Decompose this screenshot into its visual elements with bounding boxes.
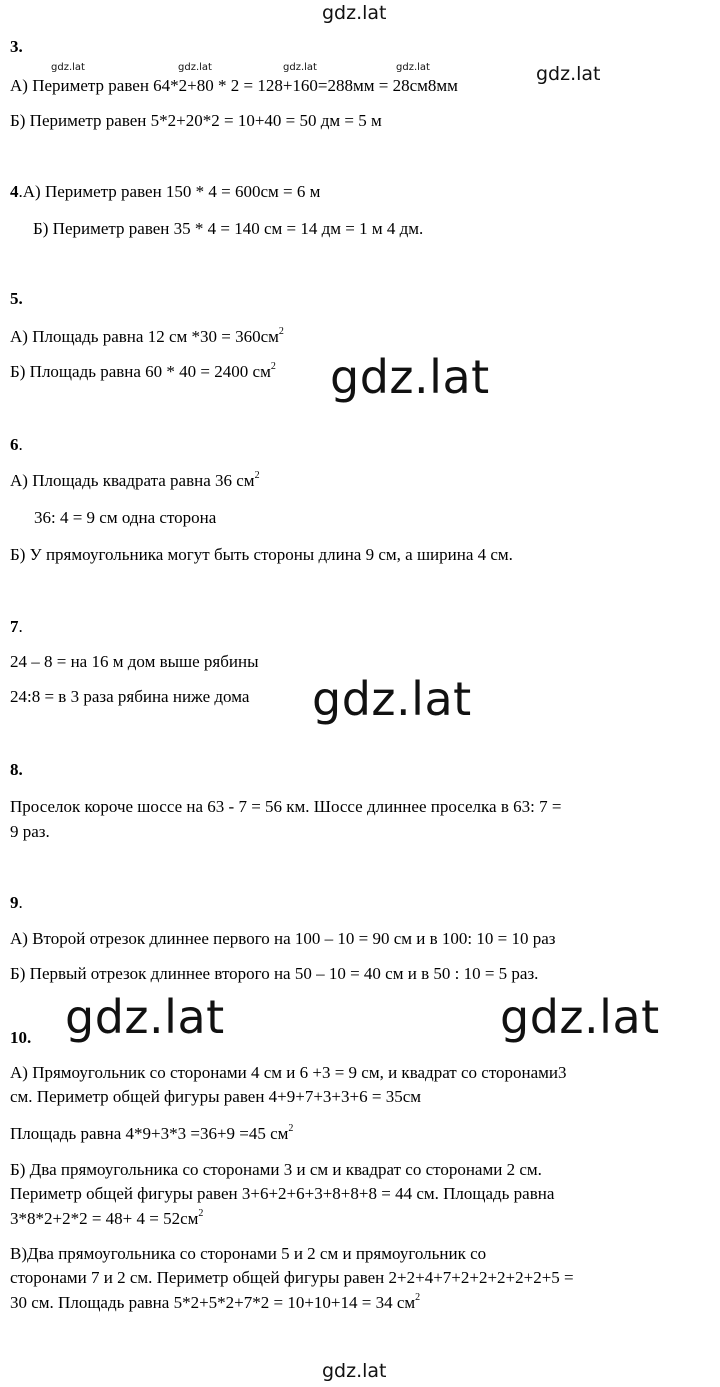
q6-side: 36: 4 = 9 см одна сторона [34, 508, 217, 527]
q9-answer-a: А) Второй отрезок длиннее первого на 100 – 10 = 90 см и в 100: 10 = 10 раз [10, 929, 556, 948]
q10-a-line-2: см. Периметр общей фигуры равен 4+9+7+3+3+6 = 35см [10, 1087, 421, 1106]
watermark-tiny-2: gdz.lat [178, 62, 212, 73]
q6-dot: . [18, 435, 23, 454]
watermark-tiny-4: gdz.lat [396, 62, 430, 73]
watermark-tiny-3: gdz.lat [283, 62, 317, 73]
q10-b-line-1: Б) Два прямоугольника со сторонами 3 и см и квадрат со сторонами 2 см. [10, 1160, 542, 1179]
q3-answer-a: А) Периметр равен 64*2+80 * 2 = 128+160=288мм = 28см8мм [10, 76, 458, 95]
q10-b-line-2: Периметр общей фигуры равен 3+6+2+6+3+8+8+8 = 44 см. Площадь равна [10, 1184, 555, 1203]
q10-b-line-3 [10, 1209, 203, 1229]
q7-line-2: 24:8 = в 3 раза рябина ниже дома [10, 687, 250, 706]
question-9-number: 9 [10, 893, 19, 912]
q6-answer-b: Б) У прямоугольника могут быть стороны длина 9 см, а ширина 4 см. [10, 545, 513, 564]
q10-a-area: Площадь равна 4*9+3*3 =36+9 =45 см [10, 1124, 289, 1143]
watermark-big-q10-left: gdz.lat [65, 990, 225, 1044]
watermark-big-q5: gdz.lat [330, 350, 490, 404]
q8-line-2: 9 раз. [10, 822, 50, 841]
q5-line-b [10, 362, 276, 382]
q7-heading [10, 617, 23, 637]
q3-answer-b: Б) Периметр равен 5*2+20*2 = 10+40 = 50 дм = 5 м [10, 111, 382, 130]
watermark-tiny-1: gdz.lat [51, 62, 85, 73]
q9-answer-b: Б) Первый отрезок длиннее второго на 50 – 10 = 40 см и в 50 : 10 = 5 раз. [10, 964, 539, 983]
q9-heading [10, 893, 23, 913]
q9-dot: . [18, 893, 23, 912]
q10-c-line-3 [10, 1293, 420, 1313]
watermark-big-q10-right: gdz.lat [500, 990, 660, 1044]
q6-answer-a: А) Площадь квадрата равна 36 см [10, 471, 255, 490]
q5-a-superscript: 2 [278, 326, 284, 337]
watermark-right-q3: gdz.lat [536, 63, 601, 85]
question-5-number: 5. [10, 289, 23, 308]
q8-line-1: Проселок короче шоссе на 63 - 7 = 56 км. Шоссе длиннее проселка в 63: 7 = [10, 797, 562, 816]
q5-answer-b: Б) Площадь равна 60 * 40 = 2400 см [10, 362, 271, 381]
q7-line-1: 24 – 8 = на 16 м дом выше рябины [10, 652, 259, 671]
q5-b-superscript: 2 [270, 361, 276, 372]
question-3-number: 3. [10, 37, 23, 56]
q4-answer-a: .А) Периметр равен 150 * 4 = 600см = 6 м [18, 182, 321, 201]
q10-a-line-1: А) Прямоугольник со сторонами 4 см и 6 +3 = 9 см, и квадрат со сторонами3 [10, 1063, 567, 1082]
question-10-number: 10. [10, 1028, 32, 1047]
q10-a-line-3 [10, 1124, 293, 1144]
question-4-number: 4 [10, 182, 19, 201]
q6-a-superscript: 2 [254, 470, 260, 481]
question-8-number: 8. [10, 760, 23, 779]
question-6-number: 6 [10, 435, 19, 454]
q10-b-superscript: 2 [198, 1208, 204, 1219]
q7-dot: . [18, 617, 23, 636]
watermark-top: gdz.lat [322, 2, 387, 24]
q10-b-area: 3*8*2+2*2 = 48+ 4 = 52см [10, 1209, 199, 1228]
q6-line-a [10, 471, 260, 491]
q4-line-a [10, 182, 320, 202]
q10-c-area: 30 см. Площадь равна 5*2+5*2+7*2 = 10+10+14 = 34 см [10, 1293, 416, 1312]
question-7-number: 7 [10, 617, 19, 636]
q6-heading [10, 435, 23, 455]
q10-c-line-1: В)Два прямоугольника со сторонами 5 и 2 см и прямоугольник со [10, 1244, 487, 1263]
watermark-big-q7: gdz.lat [312, 672, 472, 726]
q5-line-a [10, 327, 284, 347]
q10-c-line-2: сторонами 7 и 2 см. Периметр общей фигуры равен 2+2+4+7+2+2+2+2+2+5 = [10, 1268, 574, 1287]
watermark-bottom: gdz.lat [322, 1360, 387, 1382]
q10-c-superscript: 2 [415, 1292, 421, 1303]
q5-answer-a: А) Площадь равна 12 см *30 = 360см [10, 327, 279, 346]
q4-answer-b: Б) Периметр равен 35 * 4 = 140 см = 14 дм = 1 м 4 дм. [33, 219, 424, 238]
q10-a-superscript: 2 [288, 1123, 294, 1134]
